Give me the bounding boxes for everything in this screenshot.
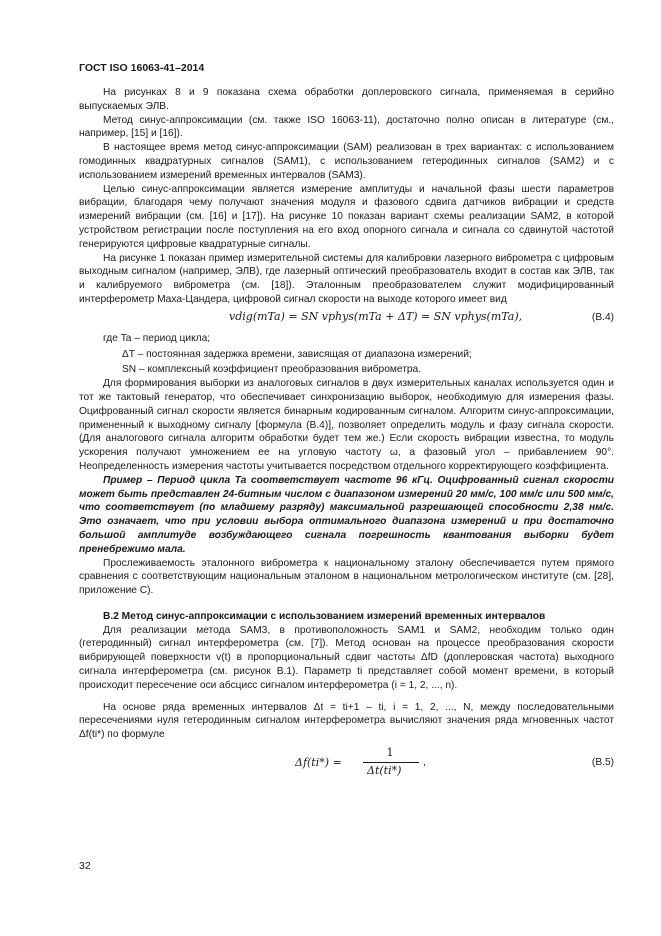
paragraph-9: На основе ряда временных интервалов Δt = ti+1 – ti, i = 1, 2, ..., N, между последовательными пересечениями нуля гетеродинным сигналом интерферометра вычисляют значения ряда мгновенных частот Δf(ti*) по формуле	[79, 701, 614, 741]
fraction-bar	[363, 762, 419, 763]
paragraph-6: Для формирования выборки из аналоговых сигналов в двух измерительных каналах используется один и тот же тактовый генератор, что обеспечивает синхронизацию выборок, необходимую для измерения фазы. Оцифрованный сигнал скорости является бинарным кодированным сигналом. Алгоритм синус-аппроксимации, примененный к выходному сигналу [формула (В.4)], позволяет определить модуль и фазу сигнала скорости. (Для аналогового сигнала алгоритм обработки будет тем же.) Если скорость вибрации известна, то модуль ускорения получают умножением ее на угловую частоту ω, а фазовый угол – прибавлением 90°. Неопределенность измерения частоты учитывается посредством отдельного корректирующего коэффициента.	[79, 378, 614, 472]
paragraph-4: Целью синус-аппроксимации является измерение амплитуды и начальной фазы шести параметров вибрации, благодаря чему получают значения модуля и фазового сдвига датчиков вибрации и средств измерений вибрации (см. [16] и [17]). На рисунке 10 показан вариант схемы реализации SAM2, в которой устройством регистрации после поступления на его вход опорного сигнала и сигнала со сдвинутой частотой генерируются цифровые квадратурные сигналы.	[79, 183, 614, 250]
page-number: 32	[79, 860, 91, 872]
equation-b4	[79, 309, 614, 329]
example-paragraph: Пример – Период цикла Ta соответствует частоте 96 кГц. Оцифрованный сигнал скорости может быть представлен 24-битным числом с диапазоном измерений 20 мм/с, 100 мм/с или 500 мм/с, что соответствует (по младшему разряду) максимальной разрешающей способности 2,38 нм/с. Это означает, что при условии выбора оптимального диапазона измерений и при достаточно большой амплитуде возбуждающего сигнала погрешность квантования выборки будет пренебрежимо мала.	[79, 474, 614, 555]
equation-b4-number: (В.4)	[591, 311, 614, 323]
paragraph-1: На рисунках 8 и 9 показана схема обработки доплеровского сигнала, применяемая в серийно выпускаемых ЭЛВ.	[79, 87, 614, 112]
definition-ta: где Ta – период цикла;	[103, 332, 211, 344]
definition-delta-t: ΔT – постоянная задержка времени, зависящая от диапазона измерений;	[122, 348, 472, 360]
equation-b5-lhs: Δf(ti*) =	[295, 756, 342, 770]
section-heading-b2: В.2 Метод синус-аппроксимации с использованием измерений временных интервалов	[103, 610, 546, 622]
paragraph-8: Для реализации метода SAM3, в противоположность SAM1 и SAM2, необходим только один (гетеродинный) сигнал интерферометра (см. [7]). Метод основан на процессе преобразования скорости вибрирующей поверхности v(t) в пропорциональный сдвиг частоты ΔfD (доплеровская частота) выходного сигнала интерферометра (см. рисунок В.1). Параметр ti представляет собой момент времени, в который происходит пересечение оси абсцисс сигналом интерферометра (i = 1, 2, ..., n).	[79, 624, 614, 691]
definition-sn: SN – комплексный коэффициент преобразования виброметра.	[122, 364, 422, 376]
equation-b4-formula: vdig(mTa) = SN vphys(mTa + ΔT) = SN vphys(mTa),	[229, 309, 523, 323]
paragraph-5: На рисунке 1 показан пример измерительной системы для калибровки лазерного виброметра с цифровым выходным сигналом (например, ЭЛВ), где лазерный оптический преобразователь входит в состав как ЭЛВ, так и калибруемого виброметра (см. [18]). Эталонным преобразователем служит модифицированный интерферометр Маха-Цандера, цифровой сигнал скорости на выходе которого имеет вид	[79, 252, 614, 305]
page-body	[79, 86, 614, 782]
equation-b5-number: (В.5)	[591, 757, 614, 769]
paragraph-2: Метод синус-аппроксимации (см. также ISO 16063-11), достаточно полно описан в литературе (см., например, [15] и [16]).	[79, 114, 614, 140]
paragraph-7: Прослеживаемость эталонного виброметра к национальному эталону обеспечивается путем прямого сравнения с соответствующим национальным эталоном в национальном метрологическом институте (см. [28], приложение С).	[79, 557, 614, 597]
equation-b5-numerator: 1	[386, 746, 394, 760]
paragraph-3: В настоящее время метод синус-аппроксимации (SAM) реализован в трех вариантах: с использованием гомодинных квадратурных сигналов (SAM1), с использованием гетеродинных сигналов (SAM2) и с использованием измерений временных интервалов (SAM3).	[79, 142, 614, 181]
standard-header: ГОСТ ISO 16063-41–2014	[79, 62, 205, 74]
equation-b5: Δf(ti*) = 1 Δt(ti*) , (В.5)	[295, 746, 614, 778]
equation-b5-denominator: Δt(ti*)	[367, 764, 402, 778]
